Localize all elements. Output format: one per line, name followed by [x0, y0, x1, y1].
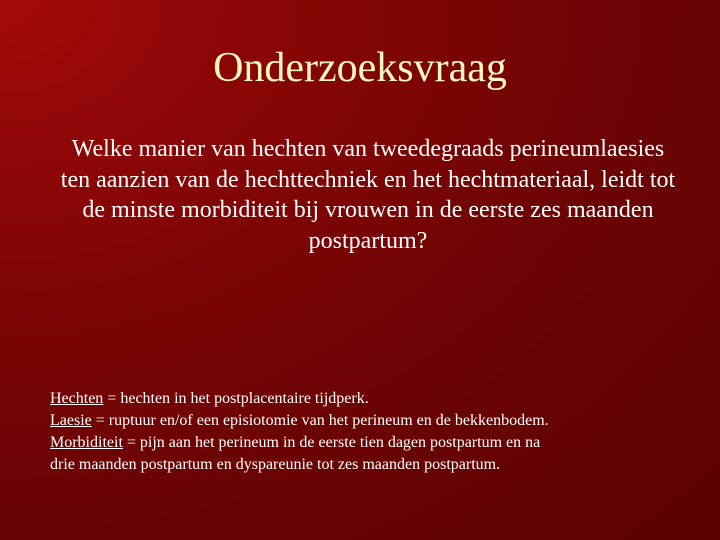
definition-laesie — [50, 410, 710, 432]
definition-term: Laesie — [50, 412, 92, 429]
slide-title: Onderzoeksvraag — [213, 45, 507, 91]
definition-hechten — [50, 388, 710, 410]
definition-text: = pijn aan het perineum in de eerste tien dagen postpartum en na — [122, 434, 541, 451]
definition-morbiditeit — [50, 432, 710, 454]
definitions-list — [50, 388, 710, 476]
definition-term: Hechten — [50, 390, 104, 407]
definition-morbiditeit-continuation: drie maanden postpartum en dyspareunie tot zes maanden postpartum. — [50, 456, 501, 473]
definition-term: Morbiditeit — [50, 434, 123, 451]
definition-text: = hechten in het postplacentaire tijdperk. — [103, 390, 369, 407]
definition-text: = ruptuur en/of een episiotomie van het perineum en de bekkenbodem. — [91, 412, 549, 429]
research-question: Welke manier van hechten van tweedegraads perineumlaesies ten aanzien van de hechttechniek en het hechtmateriaal, leidt tot de minste morbiditeit bij vrouwen in de eerste zes maanden postpartum? — [60, 136, 676, 254]
